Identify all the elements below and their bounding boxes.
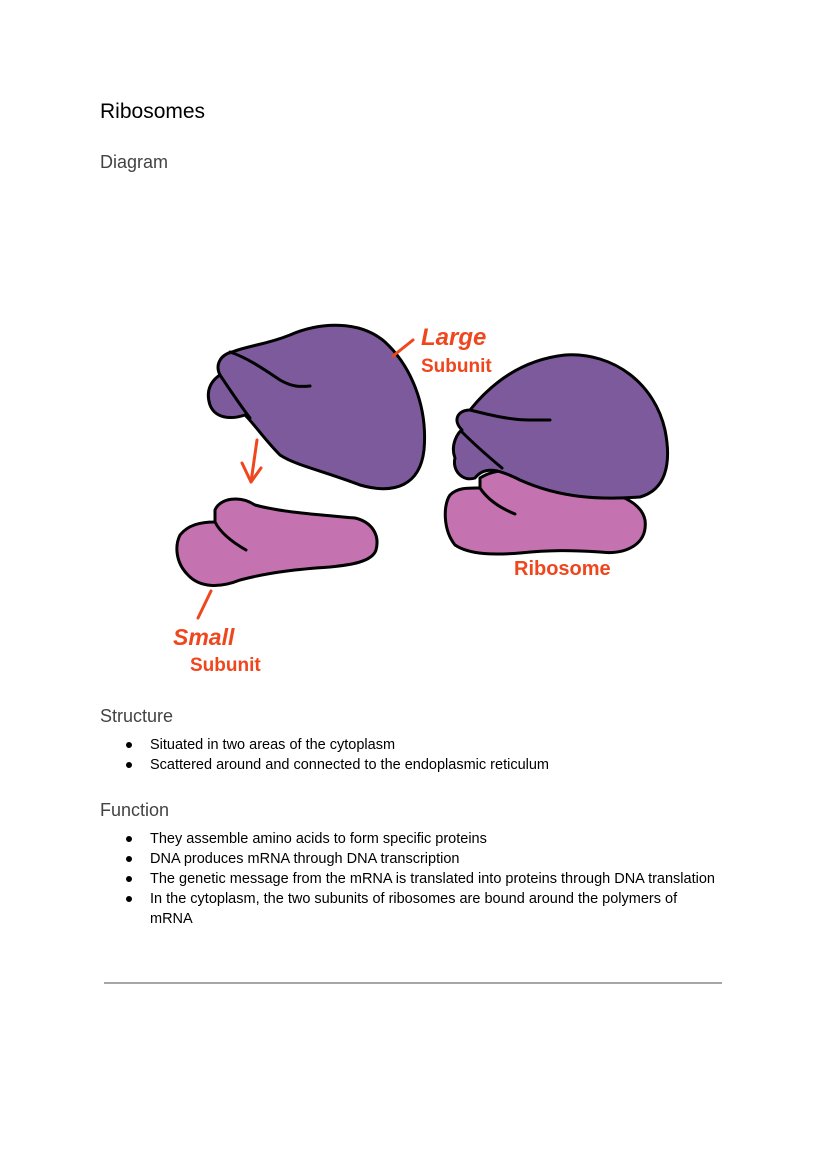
list-item: In the cytoplasm, the two subunits of ribosomes are bound around the polymers of mRNA bbox=[100, 889, 720, 929]
large-subunit-label: Large bbox=[421, 324, 487, 351]
ribosome-illustration bbox=[445, 355, 667, 554]
bullet-icon bbox=[126, 856, 132, 862]
small-subunit-label-2: Subunit bbox=[190, 655, 261, 676]
bullet-icon bbox=[126, 742, 132, 748]
large-subunit-illustration bbox=[208, 325, 424, 488]
page-title: Ribosomes bbox=[100, 100, 206, 123]
function-heading: Function bbox=[100, 800, 170, 820]
ribosome-label: Ribosome bbox=[514, 558, 611, 580]
list-item: The genetic message from the mRNA is translated into proteins through DNA translation bbox=[100, 869, 720, 889]
structure-list bbox=[100, 735, 720, 775]
large-subunit-leader-line bbox=[393, 340, 413, 356]
large-subunit-label-2: Subunit bbox=[421, 356, 492, 377]
list-item: DNA produces mRNA through DNA transcription bbox=[100, 849, 720, 869]
small-subunit-label: Small bbox=[173, 624, 235, 650]
bullet-icon bbox=[126, 762, 132, 768]
ribosome-diagram bbox=[0, 250, 828, 690]
horizontal-divider bbox=[104, 982, 722, 984]
arrow-down-icon bbox=[242, 440, 261, 482]
list-item: Scattered around and connected to the endoplasmic reticulum bbox=[100, 755, 720, 775]
list-item: Situated in two areas of the cytoplasm bbox=[100, 735, 720, 755]
bullet-icon bbox=[126, 836, 132, 842]
diagram-heading: Diagram bbox=[100, 152, 169, 172]
list-item: They assemble amino acids to form specific proteins bbox=[100, 829, 720, 849]
function-list bbox=[100, 829, 720, 929]
small-subunit-illustration bbox=[177, 499, 377, 586]
small-subunit-leader-line bbox=[198, 591, 211, 618]
bullet-icon bbox=[126, 896, 132, 902]
bullet-icon bbox=[126, 876, 132, 882]
structure-heading: Structure bbox=[100, 706, 174, 726]
